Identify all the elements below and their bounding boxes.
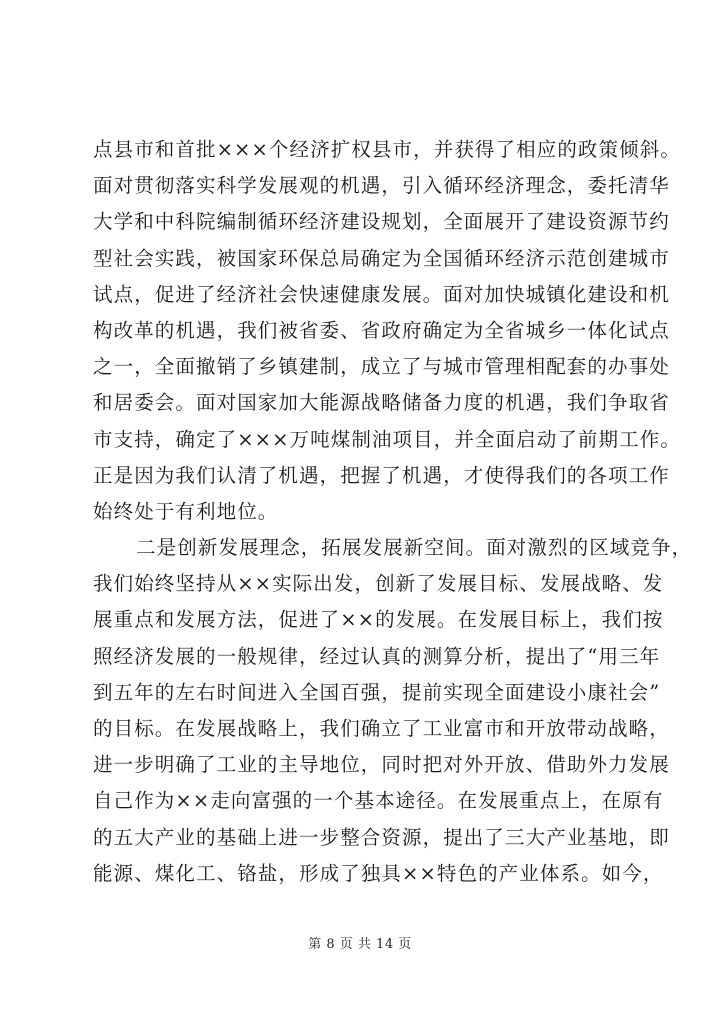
text-line-6: 构改革的机遇，我们被省委、省政府确定为全省城乡一体化试点 [93,318,670,342]
text-line-3: 大学和中科院编制循环经济建设规划，全面展开了建设资源节约 [93,210,670,234]
text-line-5: 试点，促进了经济社会快速健康发展。面对加快城镇化建设和机 [93,282,670,306]
text-line-21: 能源、煤化工、铬盐，形成了独具××特色的产业体系。如今， [93,861,664,885]
text-line-4: 型社会实践，被国家环保总局确定为全国循环经济示范创建城市 [93,246,670,270]
text-line-10: 正是因为我们认清了机遇，把握了机遇，才使得我们的各项工作 [93,463,670,487]
text-line-16: 到五年的左右时间进入全国百强，提前实现全面建设小康社会” [93,680,661,704]
text-line-9: 市支持，确定了×××万吨煤制油项目，并全面启动了前期工作。 [93,427,681,451]
text-line-17: 的目标。在发展战略上，我们确立了工业富市和开放带动战略， [93,717,670,740]
text-line-14: 展重点和发展方法，促进了××的发展。在发展目标上，我们按 [93,608,664,632]
page-number-footer: 第 8 页 共 14 页 [308,937,412,952]
text-line-18: 进一步明确了工业的主导地位，同时把对外开放、借助外力发展 [93,753,670,777]
paragraph-start-line: 二是创新发展理念，拓展发展新空间。面对激烈的区域竞争， [136,536,693,560]
text-line-8: 和居委会。面对国家加大能源战略储备力度的机遇，我们争取省 [93,391,670,415]
text-line-15: 照经济发展的一般规律，经过认真的测算分析，提出了“用三年 [93,644,661,668]
text-line-1: 点县市和首批×××个经济扩权县市，并获得了相应的政策倾斜。 [93,138,681,161]
text-line-13: 我们始终坚持从××实际出发，创新了发展目标、发展战略、发 [93,572,664,596]
text-line-11: 始终处于有利地位。 [93,499,279,523]
text-line-7: 之一，全面撤销了乡镇建制，成立了与城市管理相配套的办事处 [93,355,670,379]
text-line-20: 的五大产业的基础上进一步整合资源，提出了三大产业基地，即 [93,825,670,849]
body-text [93,132,693,892]
text-line-19: 自己作为××走向富强的一个基本途径。在发展重点上，在原有 [93,789,664,813]
text-line-2: 面对贯彻落实科学发展观的机遇，引入循环经济理念，委托清华 [93,174,670,198]
